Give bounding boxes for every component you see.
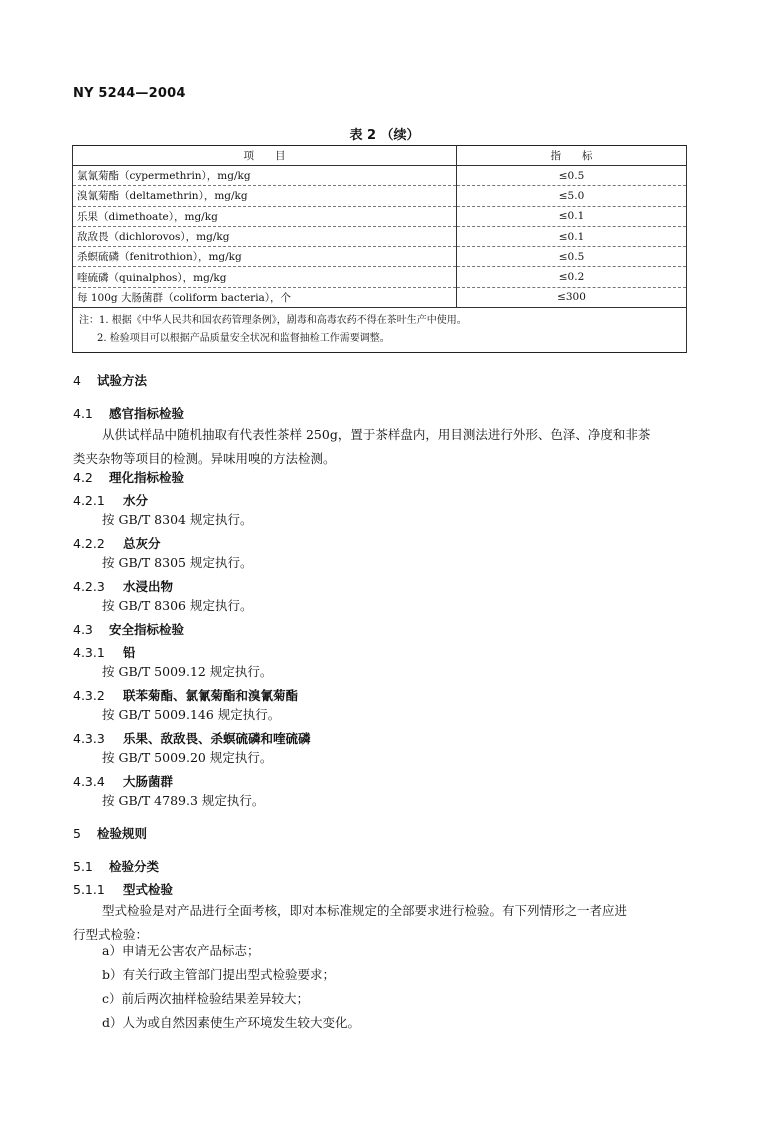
row-item: 氯氰菊酯（cypermethrin），mg/kg bbox=[73, 166, 457, 186]
indicator-table bbox=[72, 145, 687, 353]
row-item: 每 100g 大肠菌群（coliform bacteria），个 bbox=[73, 287, 457, 307]
table-row bbox=[73, 287, 687, 307]
table-header-row bbox=[73, 146, 687, 166]
section-4-2-1-text: 按 GB/T 8304 规定执行。 bbox=[102, 512, 253, 527]
section-4-3-3-text: 按 GB/T 5009.20 规定执行。 bbox=[102, 750, 273, 765]
table-notes bbox=[73, 308, 687, 353]
list-item: a）申请无公害农产品标志； bbox=[102, 943, 260, 958]
section-title: 乐果、敌敌畏、杀螟硫磷和喹硫磷 bbox=[123, 731, 311, 746]
table-caption: 表 2 （续） bbox=[349, 128, 420, 143]
section-number: 4.2.2 bbox=[73, 536, 105, 551]
section-title: 水浸出物 bbox=[123, 579, 174, 594]
paragraph-line: 从供试样品中随机抽取有代表性茶样 250g，置于茶样盘内，用目测法进行外形、色泽、净度和非茶 bbox=[102, 427, 651, 442]
section-title: 安全指标检验 bbox=[109, 622, 185, 637]
section-number: 4.3.4 bbox=[73, 774, 105, 789]
section-title: 型式检验 bbox=[123, 882, 174, 897]
section-4-3-2-heading bbox=[73, 686, 298, 704]
section-number: 4.1 bbox=[73, 406, 93, 421]
row-value: ≤300 bbox=[457, 287, 687, 307]
section-4-3-3-heading bbox=[73, 729, 311, 747]
row-item: 杀螟硫磷（fenitrothion），mg/kg bbox=[73, 247, 457, 267]
section-title: 水分 bbox=[123, 493, 149, 508]
section-title: 感官指标检验 bbox=[109, 406, 185, 421]
row-item: 敌敌畏（dichlorovos），mg/kg bbox=[73, 226, 457, 246]
section-5-heading bbox=[73, 824, 147, 842]
section-number: 4.3.3 bbox=[73, 731, 105, 746]
row-item: 乐果（dimethoate），mg/kg bbox=[73, 206, 457, 226]
table-row bbox=[73, 186, 687, 206]
row-item: 喹硫磷（quinalphos），mg/kg bbox=[73, 267, 457, 287]
section-4-heading bbox=[73, 371, 147, 389]
section-4-2-2-heading bbox=[73, 534, 161, 552]
section-title: 大肠菌群 bbox=[123, 774, 174, 789]
table-row bbox=[73, 267, 687, 287]
section-number: 4.3 bbox=[73, 622, 93, 637]
paragraph-line: 行型式检验： bbox=[73, 927, 149, 942]
list-item: c）前后两次抽样检验结果差异较大； bbox=[102, 991, 310, 1006]
section-4-1-heading bbox=[73, 404, 184, 422]
row-value: ≤0.1 bbox=[457, 226, 687, 246]
section-title: 总灰分 bbox=[123, 536, 161, 551]
row-value: ≤0.1 bbox=[457, 206, 687, 226]
paragraph-line: 类夹杂物等项目的检测。异味用嗅的方法检测。 bbox=[73, 451, 336, 466]
section-4-3-2-text: 按 GB/T 5009.146 规定执行。 bbox=[102, 707, 281, 722]
section-4-3-1-heading bbox=[73, 643, 136, 661]
section-4-2-2-text: 按 GB/T 8305 规定执行。 bbox=[102, 555, 253, 570]
section-number: 4.3.2 bbox=[73, 688, 105, 703]
section-number: 4.2.3 bbox=[73, 579, 105, 594]
header-indicator: 指 标 bbox=[457, 146, 687, 166]
section-title: 铅 bbox=[123, 645, 136, 660]
section-title: 理化指标检验 bbox=[109, 470, 185, 485]
table-row bbox=[73, 226, 687, 246]
section-5-1-heading bbox=[73, 857, 159, 875]
row-value: ≤0.2 bbox=[457, 267, 687, 287]
table-note-row bbox=[73, 308, 687, 353]
list-item: d）人为或自然因素使生产环境发生较大变化。 bbox=[102, 1015, 361, 1030]
section-number: 5 bbox=[73, 826, 81, 841]
table-row bbox=[73, 206, 687, 226]
section-title: 试验方法 bbox=[97, 373, 148, 388]
table-row bbox=[73, 247, 687, 267]
row-item: 溴氰菊酯（deltamethrin），mg/kg bbox=[73, 186, 457, 206]
section-4-3-heading bbox=[73, 620, 184, 638]
section-title: 检验规则 bbox=[97, 826, 148, 841]
section-number: 4.3.1 bbox=[73, 645, 105, 660]
section-5-1-1-heading bbox=[73, 880, 173, 898]
section-4-2-1-heading bbox=[73, 491, 148, 509]
list-item: b）有关行政主管部门提出型式检验要求； bbox=[102, 967, 336, 982]
section-4-3-4-heading bbox=[73, 772, 173, 790]
section-number: 4.2 bbox=[73, 470, 93, 485]
section-4-2-3-heading bbox=[73, 577, 173, 595]
table-row bbox=[73, 166, 687, 186]
header-item: 项 目 bbox=[73, 146, 457, 166]
standard-number: NY 5244—2004 bbox=[73, 86, 186, 101]
section-number: 4.2.1 bbox=[73, 493, 105, 508]
row-value: ≤5.0 bbox=[457, 186, 687, 206]
section-4-2-heading bbox=[73, 468, 184, 486]
section-title: 检验分类 bbox=[109, 859, 160, 874]
section-title: 联苯菊酯、氯氰菊酯和溴氰菊酯 bbox=[123, 688, 299, 703]
note-2: 2. 检验项目可以根据产品质量安全状况和监督抽检工作需要调整。 bbox=[97, 333, 390, 345]
note-1: 注：1. 根据《中华人民共和国农药管理条例》，剧毒和高毒农药不得在茶叶生产中使用。 bbox=[79, 315, 467, 327]
section-number: 5.1 bbox=[73, 859, 93, 874]
section-4-2-3-text: 按 GB/T 8306 规定执行。 bbox=[102, 598, 253, 613]
section-number: 5.1.1 bbox=[73, 882, 105, 897]
section-4-3-1-text: 按 GB/T 5009.12 规定执行。 bbox=[102, 664, 273, 679]
section-4-3-4-text: 按 GB/T 4789.3 规定执行。 bbox=[102, 793, 265, 808]
row-value: ≤0.5 bbox=[457, 247, 687, 267]
condition-list bbox=[102, 939, 360, 1035]
row-value: ≤0.5 bbox=[457, 166, 687, 186]
paragraph-line: 型式检验是对产品进行全面考核，即对本标准规定的全部要求进行检验。有下列情形之一者应进 bbox=[102, 903, 628, 918]
section-number: 4 bbox=[73, 373, 81, 388]
section-4-1-text bbox=[73, 423, 689, 471]
